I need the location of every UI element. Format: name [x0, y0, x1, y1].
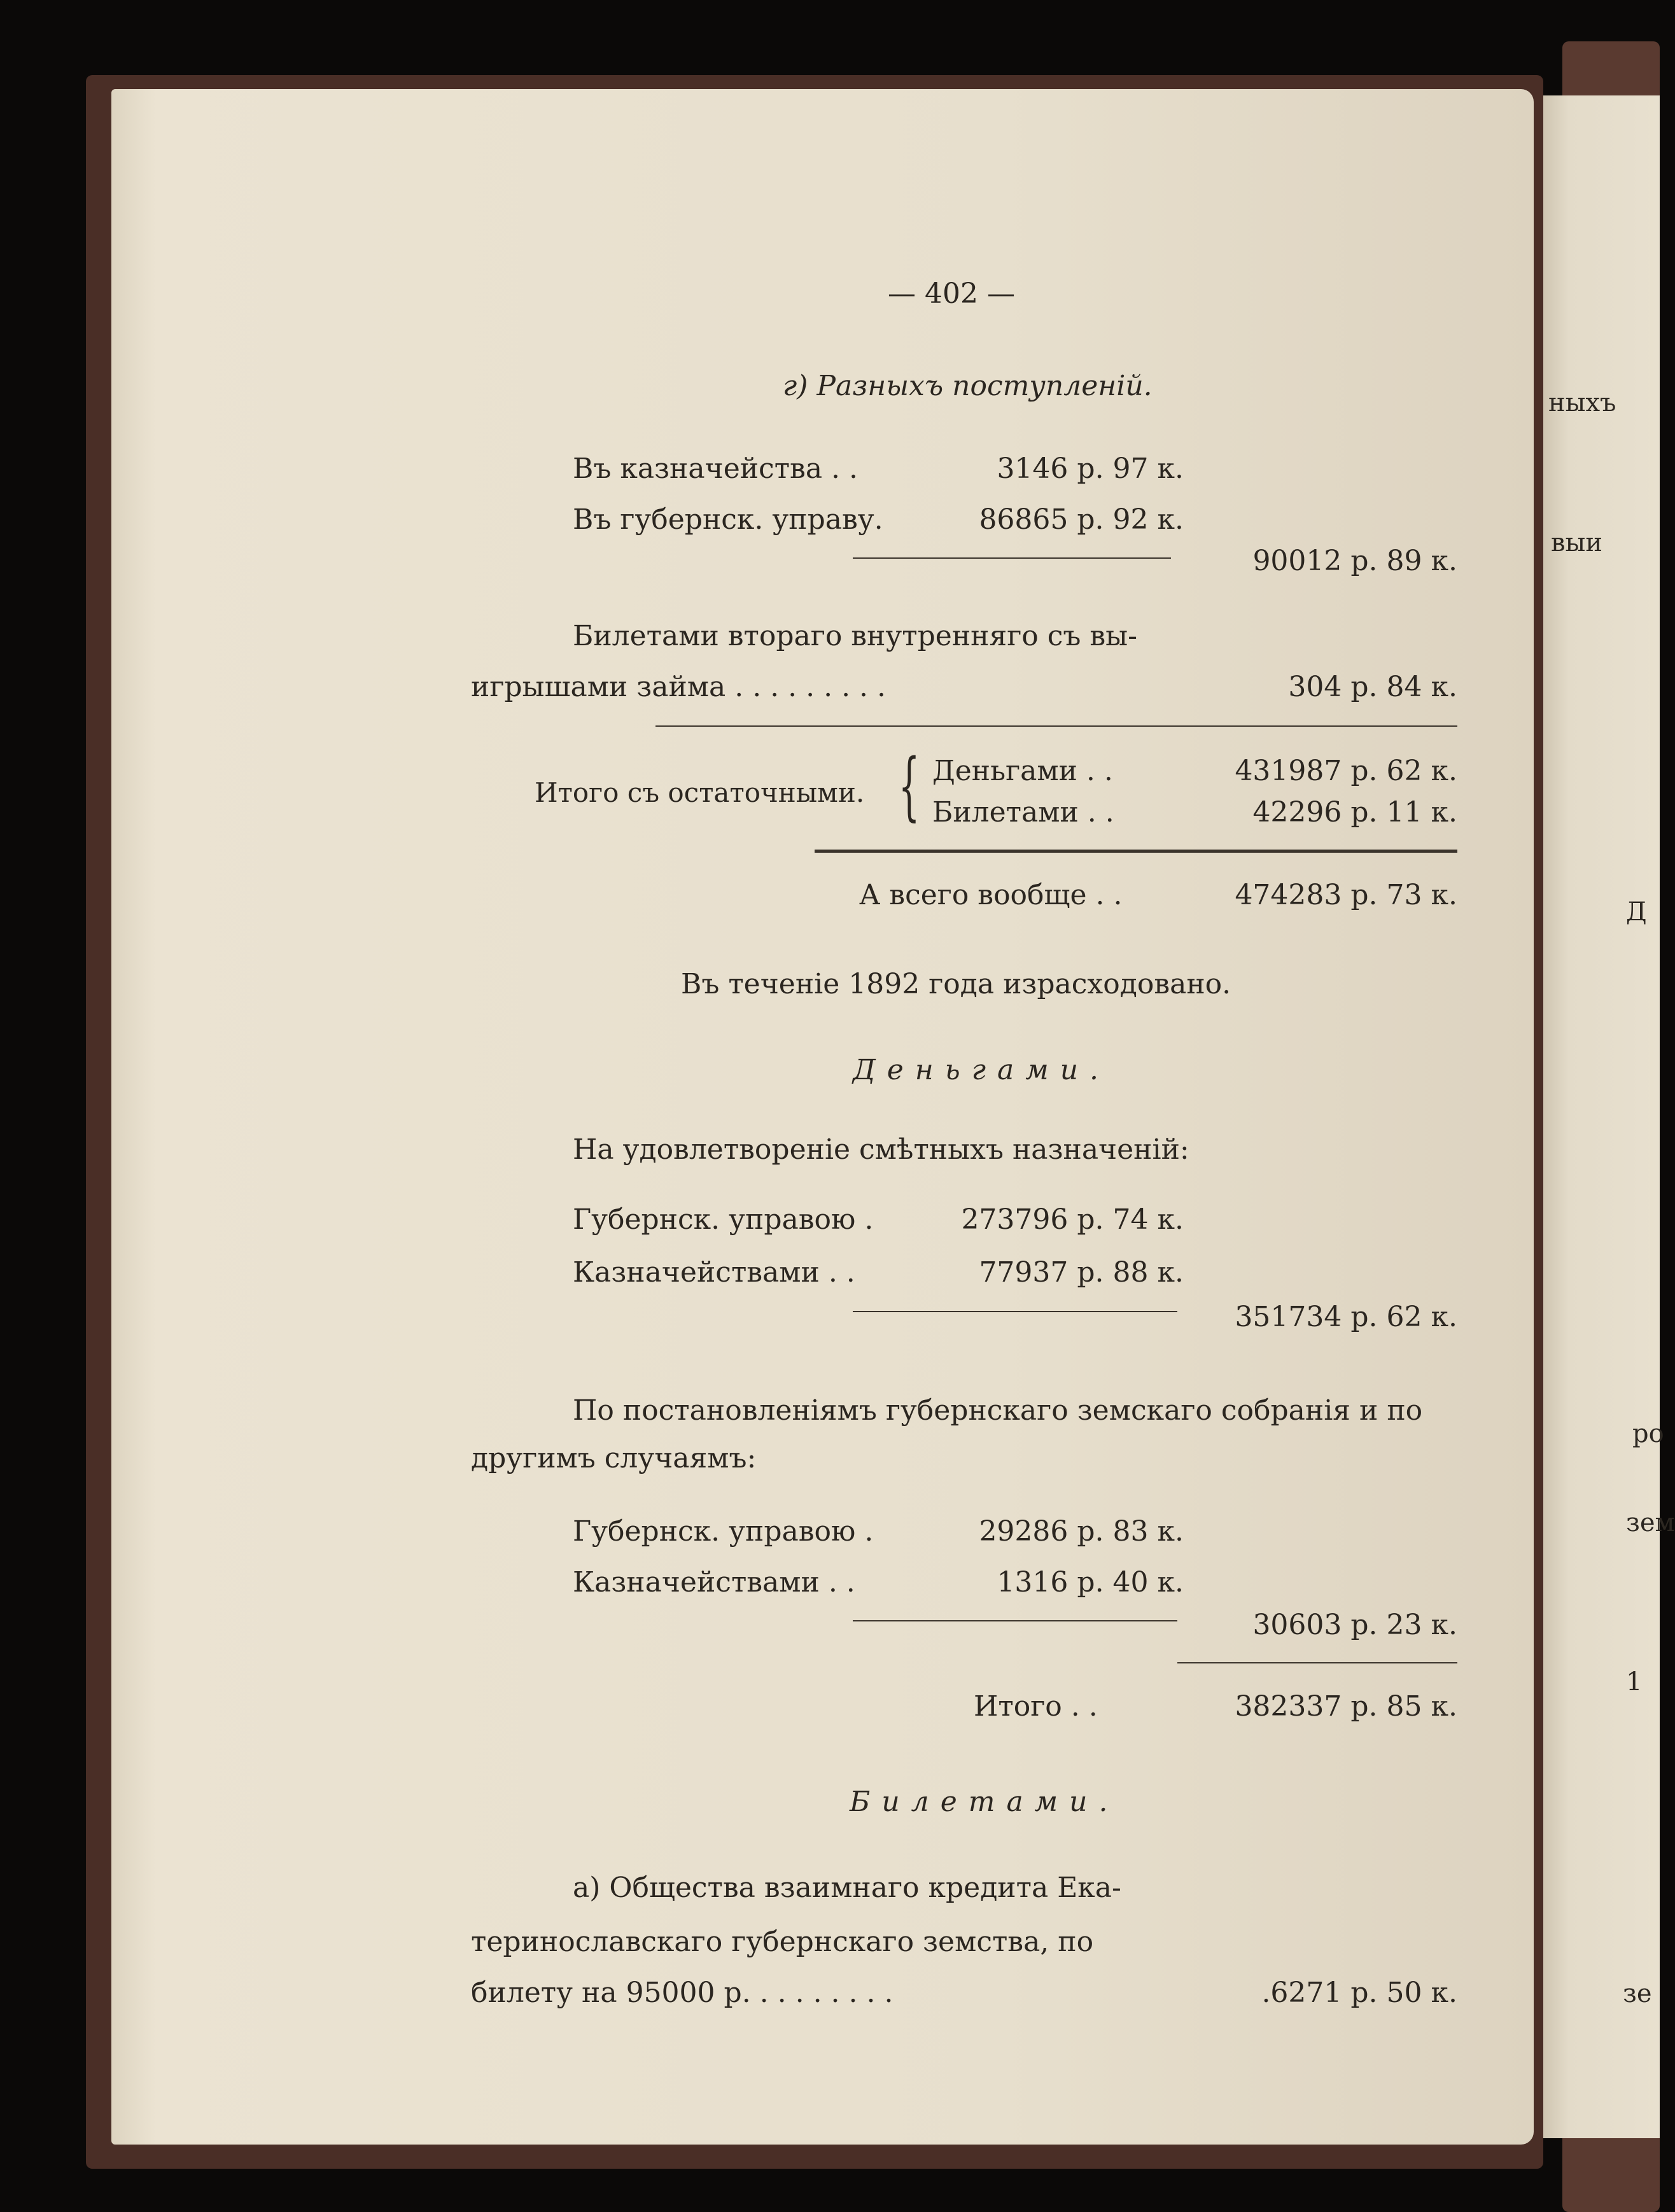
itogo-amount: 382337 р. 85 к.: [1235, 1690, 1457, 1723]
bonds-line: Билетами втораго внутренняго съ вы-: [573, 620, 1138, 652]
itogo-label: Итого . .: [974, 1690, 1098, 1723]
totals-bonds-label: Билетами . .: [932, 796, 1114, 829]
row-amount: 77937 р. 88 к.: [979, 1256, 1184, 1289]
facing-page-fragment: ныхъ: [1548, 388, 1616, 417]
bonds-heading: Билетами.: [850, 1786, 1119, 1818]
row-amount: 86865 р. 92 к.: [979, 503, 1184, 536]
divider: [815, 850, 1457, 853]
totals-money-label: Деньгами . .: [932, 755, 1113, 787]
divider: [853, 1620, 1177, 1621]
subtotal-amount: 90012 р. 89 к.: [1252, 545, 1457, 577]
totals-bonds-amount: 42296 р. 11 к.: [1252, 796, 1457, 829]
grand-total-label: А всего вообще . .: [859, 879, 1123, 911]
bonds-amount: 304 р. 84 к.: [1288, 671, 1457, 703]
item-a-line: билету на 95000 р. . . . . . . . .: [471, 1977, 894, 2009]
row-label: Казначействами . .: [573, 1566, 855, 1599]
estimates-intro: На удовлетвореніе смѣтныхъ назначеній:: [573, 1133, 1189, 1166]
row-label: Въ казначейства . .: [573, 452, 858, 485]
divider: [1177, 1662, 1457, 1663]
money-heading: Деньгами.: [853, 1054, 1111, 1086]
subtotal-amount: 30603 р. 23 к.: [1252, 1609, 1457, 1641]
spent-heading: Въ теченіе 1892 года израсходовано.: [681, 968, 1231, 1000]
resolutions-line: другимъ случаямъ:: [471, 1442, 757, 1474]
row-label: Въ губернск. управу.: [573, 503, 883, 536]
item-a-line: теринославскаго губернскаго земства, по: [471, 1926, 1094, 1958]
row-label: Губернск. управою .: [573, 1515, 874, 1548]
section-heading: г) Разныхъ поступленій.: [783, 370, 1153, 402]
grand-total-amount: 474283 р. 73 к.: [1235, 879, 1457, 911]
row-amount: 273796 р. 74 к.: [961, 1203, 1184, 1236]
facing-page-fragment: зем: [1626, 1508, 1675, 1537]
facing-page-fragment: ро: [1632, 1419, 1664, 1448]
totals-money-amount: 431987 р. 62 к.: [1235, 755, 1457, 787]
divider: [853, 557, 1171, 559]
row-amount: 1316 р. 40 к.: [997, 1566, 1184, 1599]
totals-label: Итого съ остаточными.: [535, 777, 865, 808]
facing-page: [1543, 95, 1675, 2138]
resolutions-line: По постановленіямъ губернскаго земскаго собранія и по: [573, 1394, 1423, 1427]
row-label: Казначействами . .: [573, 1256, 855, 1289]
row-amount: 3146 р. 97 к.: [997, 452, 1184, 485]
row-label: Губернск. управою .: [573, 1203, 874, 1236]
item-a-amount: .6271 р. 50 к.: [1261, 1977, 1457, 2009]
facing-page-fragment: 1: [1626, 1667, 1643, 1697]
page-number: — 402 —: [888, 277, 1015, 310]
divider: [853, 1311, 1177, 1312]
item-a-line: а) Общества взаимнаго кредита Ека-: [573, 1872, 1121, 1904]
facing-page-fragment: Д: [1626, 897, 1647, 927]
bonds-line: игрышами займа . . . . . . . . .: [471, 671, 887, 703]
facing-page-fragment: выи: [1551, 528, 1603, 557]
brace: {: [899, 743, 920, 829]
facing-page-fragment: зе: [1623, 1979, 1652, 2008]
row-amount: 29286 р. 83 к.: [979, 1515, 1184, 1548]
subtotal-amount: 351734 р. 62 к.: [1235, 1301, 1457, 1333]
divider: [655, 725, 1457, 727]
